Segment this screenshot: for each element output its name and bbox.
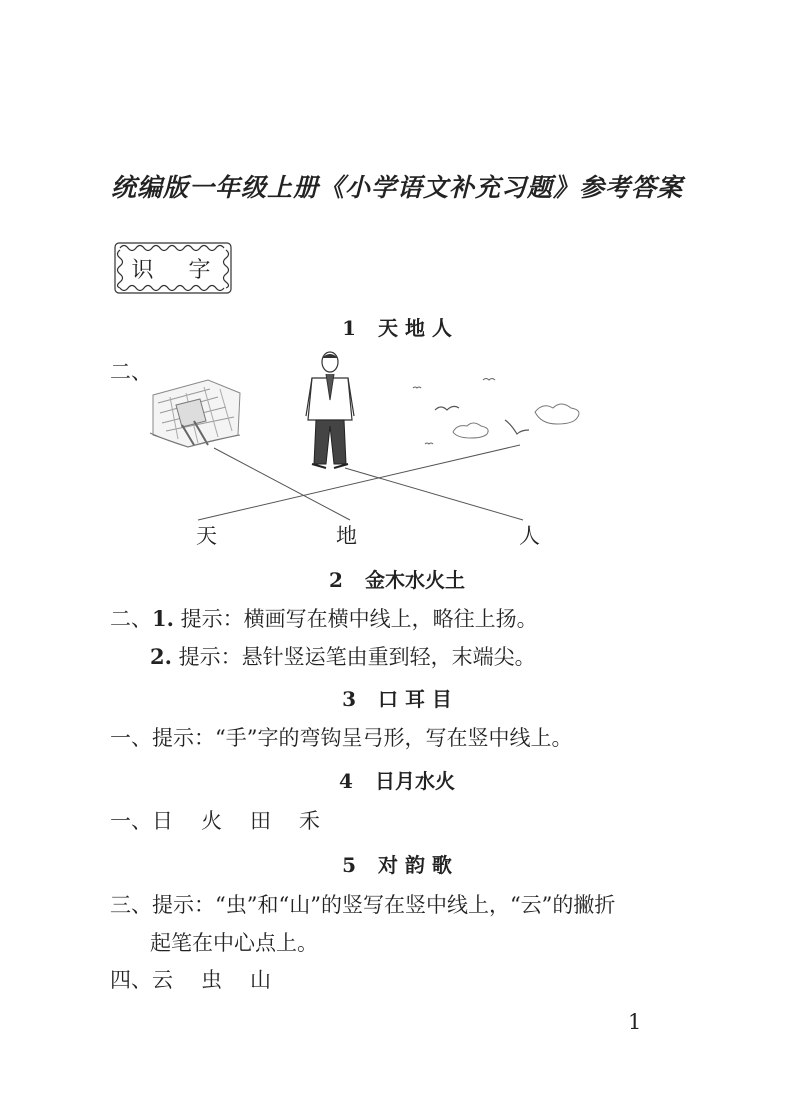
lesson-number: 3 xyxy=(342,687,356,711)
item-text: 提示：横画写在横中线上，略往上扬。 xyxy=(180,607,538,631)
lesson-number: 5 xyxy=(342,853,356,877)
lesson-2-item-2 xyxy=(150,641,536,671)
answer-char: 虫 xyxy=(201,968,222,992)
lesson-name: 对 韵 歌 xyxy=(377,853,452,877)
question-label: 二、 xyxy=(110,607,152,631)
lesson-name: 天 地 人 xyxy=(377,316,452,340)
item-text: 提示：悬针竖运笔由重到轻，末端尖。 xyxy=(178,645,536,669)
lesson-3-answer: 一、提示：“手”字的弯钩呈弓形，写在竖中线上。 xyxy=(110,726,573,750)
question-label: 二、 xyxy=(110,360,152,384)
answer-char: 山 xyxy=(250,968,271,992)
lesson-3-heading xyxy=(0,683,794,712)
match-label-ren: 人 xyxy=(519,524,540,548)
lesson-number: 1 xyxy=(342,316,356,340)
lesson-name: 金木水火土 xyxy=(364,568,465,592)
match-line-earth xyxy=(214,448,350,520)
item-number: 2. xyxy=(150,644,172,669)
lesson-2-heading xyxy=(0,564,794,593)
match-label-tian: 天 xyxy=(196,524,217,548)
answer-char: 云 xyxy=(152,968,173,992)
lesson-5-heading xyxy=(0,849,794,878)
lesson-5-answer-line-2: 起笔在中心点上。 xyxy=(150,931,318,955)
lesson-name: 口 耳 目 xyxy=(377,687,452,711)
match-line-sky xyxy=(198,445,520,520)
section-banner-label: 识 字 xyxy=(131,257,225,283)
lesson-4-answer xyxy=(110,805,320,835)
page-title: 统编版一年级上册《小学语文补充习题》参考答案 xyxy=(110,173,683,202)
lesson-name: 日月水火 xyxy=(374,769,455,793)
match-line-person xyxy=(345,468,523,520)
lesson-number: 2 xyxy=(329,568,343,592)
page-number: 1 xyxy=(628,1010,642,1034)
lesson-5-answer-4 xyxy=(110,964,271,994)
item-number: 1. xyxy=(152,606,174,631)
match-label-di: 地 xyxy=(336,524,357,548)
question-label: 一、 xyxy=(110,809,152,833)
answer-char: 田 xyxy=(250,809,271,833)
answer-char: 禾 xyxy=(299,809,320,833)
answer-char: 火 xyxy=(201,809,222,833)
lesson-4-heading xyxy=(0,765,794,794)
question-label: 四、 xyxy=(110,968,152,992)
lesson-number: 4 xyxy=(339,769,353,793)
answer-char: 日 xyxy=(152,809,173,833)
lesson-2-item-1 xyxy=(110,603,538,633)
lesson-5-answer-line-1: 三、提示：“虫”和“山”的竖写在竖中线上，“云”的撇折 xyxy=(110,893,616,917)
